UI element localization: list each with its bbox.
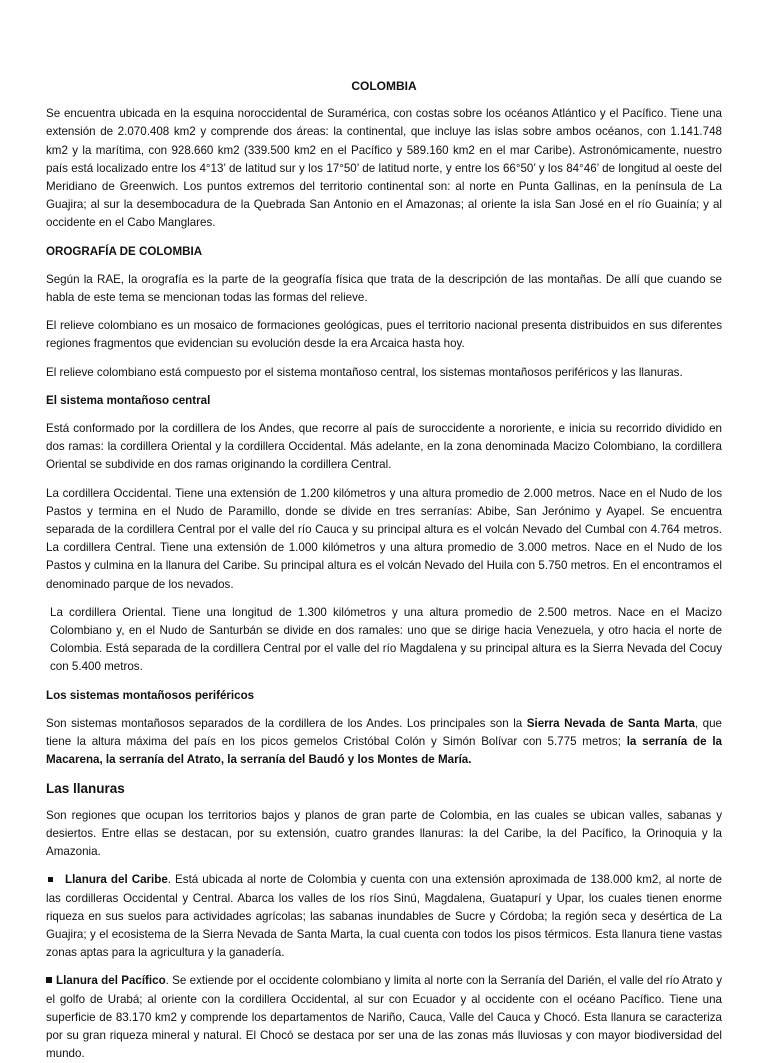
central-paragraph-3: La cordillera Oriental. Tiene una longitud de 1.300 kilómetros y una altura promedio de 2.500 metros. Nace en el Macizo Colombiano y, en el Nudo de Santurbán se divide en dos ramales: uno que se dirige hacia Venezuela, y otro hacia el norte de Colombia. Está separada de la cordillera Central por el valle del río Magdalena y su principal altura es la Sierra Nevada del Cocuy con 5.400 metros.	[50, 605, 722, 674]
peripheral-text-c: , que tiene la altura máxima del país en los picos gemelos Cristóbal Colón y Simón Bolívar con 5.775 metros;	[46, 716, 722, 749]
central-system-heading: El sistema montañoso central	[46, 393, 211, 407]
caribe-text: . Está ubicada al norte de Colombia y cuenta con una extensión aproximada de 138.000 km2, al norte de las cordilleras Occidental y Central. Abarca los valles de los ríos Sinú, Magdalena, Guatapurí y Upar, los cuales tienen enorme riqueza en sus suelos para actividades agrícolas; las sabanas inundables de Sucre y Córdoba; la región seca y desértica de La Guajira; y el ecosistema de la Sierra Nevada de Santa Marta, la cual cuenta con todos los pisos térmicos. Esta llanura tiene vastas zonas aptas para la agricultura y la ganadería.	[46, 873, 722, 960]
orografia-paragraph-2: El relieve colombiano es un mosaico de formaciones geológicas, pues el territorio nacional presenta distribuidos en sus diferentes regiones fragmentos que evidencian su evolución desde la era Arcaica hasta hoy.	[46, 319, 722, 351]
square-bullet-icon	[48, 877, 53, 882]
document-title: COLOMBIA	[351, 79, 417, 93]
peripheral-paragraph	[46, 715, 722, 770]
pacifico-label: Llanura del Pacífico	[56, 974, 166, 988]
peripheral-text-a: Son sistemas montañosos separados de la cordillera de los Andes. Los principales son la	[46, 716, 527, 730]
pacifico-text: . Se extiende por el occidente colombiano y limita al norte con la Serranía del Darién, el valle del río Atrato y el golfo de Urabá; al oriente con la cordillera Occidental, al sur con Ecuador y al occidente con el océano Pacífico. Tiene una superficie de 83.170 km2 y comprende los departamentos de Nariño, Cauca, Valle del Cauca y Chocó. Esta llanura se caracteriza por su gran riqueza mineral y natural. El Chocó se destaca por ser una de las zonas más lluviosas y con mayor biodiversidad del mundo.	[46, 974, 722, 1061]
pacifico-paragraph	[46, 972, 722, 1063]
central-paragraph-1: Está conformado por la cordillera de los Andes, que recorre al país de suroccidente a nororiente, e inicia su recorrido dividido en dos ramas: la cordillera Oriental y la cordillera Occidental. Más adelante, en la zona denominada Macizo Colombiano, la cordillera Oriental se subdivide en dos ramas originando la cordillera Central.	[46, 422, 722, 472]
caribe-label: Llanura del Caribe	[65, 873, 168, 887]
peripheral-bold-serranias: la serranía de la Macarena, la serranía del Atrato, la serranía del Baudó y los Montes de María.	[46, 735, 722, 767]
orografia-heading: OROGRAFÍA DE COLOMBIA	[46, 244, 203, 258]
peripheral-bold-santa-marta: Sierra Nevada de Santa Marta	[526, 716, 695, 730]
llanuras-paragraph: Son regiones que ocupan los territorios bajos y planos de gran parte de Colombia, en las cuales se ubican valles, sabanas y desiertos. Entre ellas se destacan, por su extensión, cuatro grandes llanuras: la del Caribe, la del Pacífico, la Orinoquia y la Amazonia.	[46, 808, 722, 859]
central-paragraph-2: La cordillera Occidental. Tiene una extensión de 1.200 kilómetros y una altura promedio de 2.000 metros. Nace en el Nudo de los Pastos y termina en el Nudo de Paramillo, donde se divide en tres serranías: Abibe, San Jerónimo y Ayapel. Se encuentra separada de la cordillera Central por el valle del río Cauca y su principal altura es el volcán Nevado del Cumbal con 4.764 metros. La cordillera Central. Tiene una extensión de 1.000 kilómetros y una altura promedio de 3.000 metros. Nace en el Nudo de los Pastos y culmina en la llanura del Caribe. Su principal altura es el volcán Nevado del Huila con 5.750 metros. En el encontramos el denominado parque de los nevados.	[46, 486, 722, 591]
peripheral-systems-heading: Los sistemas montañosos periféricos	[46, 688, 255, 702]
orografia-paragraph-3: El relieve colombiano está compuesto por el sistema montañoso central, los sistemas montañosos periféricos y las llanuras.	[46, 365, 683, 379]
caribe-paragraph	[46, 871, 722, 962]
orografia-paragraph-1: Según la RAE, la orografía es la parte de la geografía física que trata de la descripción de las montañas. De allí que cuando se habla de este tema se mencionan todas las formas del relieve.	[46, 272, 722, 305]
intro-paragraph: Se encuentra ubicada en la esquina noroccidental de Suramérica, con costas sobre los océanos Atlántico y el Pacífico. Tiene una extensión de 2.070.408 km2 y comprende dos áreas: la continental, que incluye las islas sobre ambos océanos, con 1.141.748 km2 y la marítima, con 928.660 km2 (339.500 km2 en el Pacífico y 589.160 km2 en el mar Caribe). Astronómicamente, nuestro país está localizado entre los 4°13’ de latitud sur y los 17°50’ de latitud norte, y entre los 66°50’ y los 84°46’ de longitud al oeste del Meridiano de Greenwich. Los puntos extremos del territorio continental son: al norte en Punta Gallinas, en la península de La Guajira; al sur la desembocadura de la Quebrada San Antonio en el Amazonas; al oriente la isla San José en el río Guainía; y al occidente en el Cabo Manglares.	[46, 107, 722, 230]
llanuras-heading: Las llanuras	[46, 780, 125, 796]
square-bullet-icon	[46, 977, 52, 983]
